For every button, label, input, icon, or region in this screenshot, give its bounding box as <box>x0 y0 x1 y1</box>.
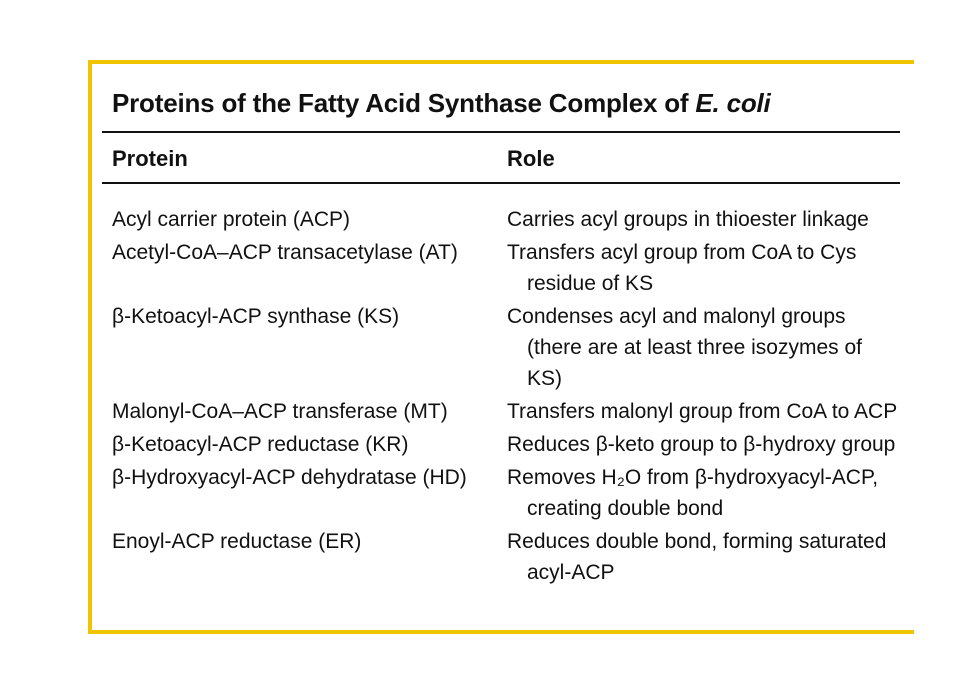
role-cell <box>507 396 902 427</box>
role-cell <box>507 237 902 299</box>
role-cell <box>507 429 902 460</box>
table-row <box>112 526 902 588</box>
table-row <box>112 429 902 460</box>
role-line-continued: acyl-ACP <box>527 561 615 584</box>
role-line: Condenses acyl and malonyl groups <box>507 305 846 328</box>
role-line: Removes H₂O from β-hydroxyacyl-ACP, <box>507 466 879 489</box>
protein-cell: Malonyl-CoA–ACP transferase (MT) <box>112 400 448 423</box>
protein-cell: Acyl carrier protein (ACP) <box>112 208 351 231</box>
title-species: E. coli <box>695 88 771 118</box>
role-line-continued: residue of KS <box>527 272 654 295</box>
table-title <box>112 88 771 119</box>
role-line-continued: (there are at least three isozymes of KS) <box>527 336 862 390</box>
table-row <box>112 301 902 394</box>
role-cell <box>507 301 902 394</box>
table-row <box>112 396 902 427</box>
column-header-role: Role <box>507 146 555 171</box>
role-line: Reduces β-keto group to β-hydroxy group <box>507 433 896 456</box>
header-rule <box>102 182 900 184</box>
role-line: Transfers malonyl group from CoA to ACP <box>507 400 898 423</box>
column-header-protein: Protein <box>112 146 188 171</box>
role-cell <box>507 462 902 524</box>
protein-cell: β-Ketoacyl-ACP reductase (KR) <box>112 433 409 456</box>
protein-cell: β-Ketoacyl-ACP synthase (KS) <box>112 305 400 328</box>
role-line: Carries acyl groups in thioester linkage <box>507 208 869 231</box>
role-cell <box>507 204 902 235</box>
table-row <box>112 462 902 524</box>
role-cell <box>507 526 902 588</box>
protein-cell: Enoyl-ACP reductase (ER) <box>112 530 362 553</box>
table-body <box>112 204 902 590</box>
protein-cell: Acetyl-CoA–ACP transacetylase (AT) <box>112 241 458 264</box>
table-row <box>112 237 902 299</box>
role-line-continued: creating double bond <box>527 497 724 520</box>
role-line: Transfers acyl group from CoA to Cys <box>507 241 857 264</box>
table-row <box>112 204 902 235</box>
role-line: Reduces double bond, forming saturated <box>507 530 887 553</box>
title-main: Proteins of the Fatty Acid Synthase Complex of <box>112 88 689 118</box>
title-rule <box>102 131 900 133</box>
protein-cell: β-Hydroxyacyl-ACP dehydratase (HD) <box>112 466 467 489</box>
